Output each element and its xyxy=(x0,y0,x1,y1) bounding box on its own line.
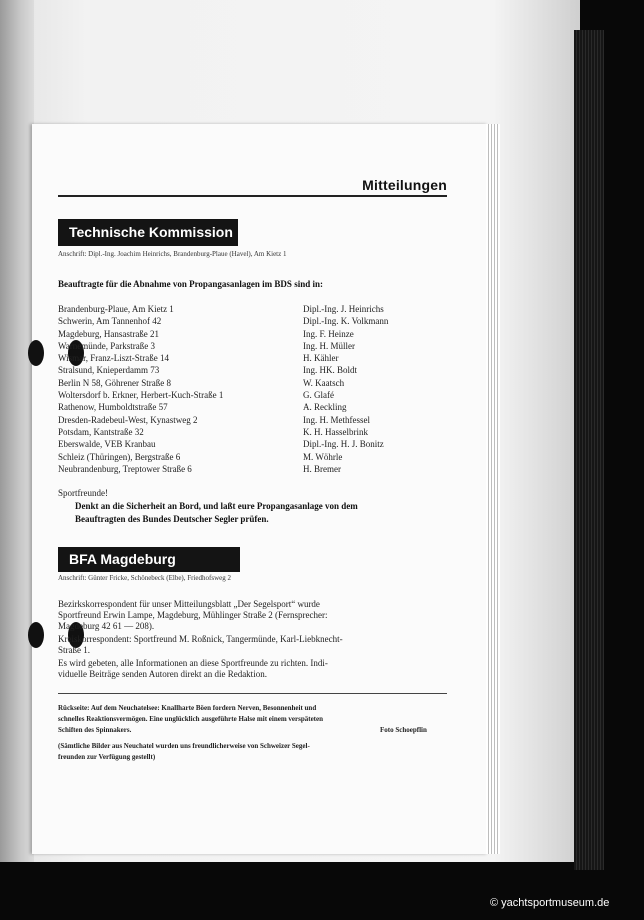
bfa-address: Anschrift: Günter Fricke, Schönebeck (Elbe), Friedhofsweg 2 xyxy=(58,574,232,582)
list-item: Potsdam, Kantstraße 32 xyxy=(58,426,144,437)
list-item: Ing. HK. Boldt xyxy=(303,365,357,376)
list-item: Rathenow, Humboldtstraße 57 xyxy=(58,402,168,413)
list-item: Warnemünde, Parkstraße 3 xyxy=(58,340,155,351)
bfa-paragraph-line: Straße 1. xyxy=(58,645,90,655)
watermark-credit: © yachtsportmuseum.de xyxy=(490,897,610,909)
photo-credit: Foto Schoepflin xyxy=(380,726,427,734)
list-item: Eberswalde, VEB Kranbau xyxy=(58,439,156,450)
back-cover-note: Schiften des Spinnakers. xyxy=(58,726,132,734)
bfa-paragraph-line: Kreiskorrespondent: Sportfreund M. Roßnick, Tangermünde, Karl-Liebknecht- xyxy=(58,634,343,644)
images-note: (Sämtliche Bilder aus Neuchatel wurden uns freundlicherweise von Schweizer Segel- xyxy=(58,742,310,750)
list-item: H. Kähler xyxy=(303,353,339,364)
list-item: Stralsund, Knieperdamm 73 xyxy=(58,365,160,376)
list-item: Wismar, Franz-Liszt-Straße 14 xyxy=(58,353,169,364)
list-item: A. Reckling xyxy=(303,402,347,413)
tk-address: Anschrift: Dipl.-Ing. Joachim Heinrichs, Brandenburg-Plaue (Havel), Am Kietz 1 xyxy=(58,250,287,258)
tk-places-column xyxy=(58,303,223,475)
section-heading-technische-kommission: Technische Kommission xyxy=(58,219,238,246)
bfa-paragraph-line: viduelle Beiträge senden Autoren direkt an die Redaktion. xyxy=(58,669,267,679)
section-heading-bfa-magdeburg: BFA Magdeburg xyxy=(58,547,240,572)
list-item: Ing. H. Methfessel xyxy=(303,414,370,425)
bfa-paragraph-line: Sportfreund Erwin Lampe, Magdeburg, Mühlinger Straße 2 (Fernsprecher: xyxy=(58,610,328,620)
back-cover-note: schnelles Reaktionsvermögen. Eine unglücklich ausgeführte Halse mit einem verspäteten xyxy=(58,715,324,723)
list-item: K. H. Hasselbrink xyxy=(303,426,368,437)
bfa-paragraph-line: Es wird gebeten, alle Informationen an diese Sportfreunde zu richten. Indi- xyxy=(58,658,328,668)
header-rule xyxy=(58,195,447,197)
bfa-paragraph-line: Magdeburg 42 61 — 208). xyxy=(58,621,155,631)
tk-appeal-line: Beauftragten des Bundes Deutscher Segler prüfen. xyxy=(75,514,269,524)
list-item: Brandenburg-Plaue, Am Kietz 1 xyxy=(58,304,174,314)
notes-divider xyxy=(58,693,447,694)
list-item: Ing. F. Heinze xyxy=(303,328,354,339)
bfa-paragraph-line: Bezirkskorrespondent für unser Mitteilungsblatt „Der Segelsport“ wurde xyxy=(58,599,320,609)
list-item: Neubrandenburg, Treptower Straße 6 xyxy=(58,463,192,474)
list-item: Dipl.-Ing. K. Volkmann xyxy=(303,316,389,327)
tk-persons-column xyxy=(303,303,388,475)
tk-list-intro: Beauftragte für die Abnahme von Propangasanlagen im BDS sind in: xyxy=(58,279,323,289)
list-item: Magdeburg, Hansastraße 21 xyxy=(58,328,160,339)
list-item: H. Bremer xyxy=(303,463,341,474)
images-note: freunden zur Verfügung gestellt) xyxy=(58,753,156,761)
list-item: Dipl.-Ing. H. J. Bonitz xyxy=(303,439,384,450)
list-item: Dresden-Radebeul-West, Kynastweg 2 xyxy=(58,414,198,425)
list-item: Dipl.-Ing. J. Heinrichs xyxy=(303,304,384,314)
list-item: W. Kaatsch xyxy=(303,377,345,388)
list-item: Schwerin, Am Tannenhof 42 xyxy=(58,316,162,327)
list-item: Berlin N 58, Göhrener Straße 8 xyxy=(58,377,171,388)
tk-appeal-line: Denkt an die Sicherheit an Bord, und laßt eure Propangasanlage von dem xyxy=(75,501,358,511)
list-item: G. Glafé xyxy=(303,390,334,401)
page-title: Mitteilungen xyxy=(362,177,447,193)
list-item: M. Wöhrle xyxy=(303,451,343,462)
list-item: Schleiz (Thüringen), Bergstraße 6 xyxy=(58,451,181,462)
list-item: Ing. H. Müller xyxy=(303,340,355,351)
list-item: Woltersdorf b. Erkner, Herbert-Kuch-Straße 1 xyxy=(58,390,224,401)
back-cover-note: Rückseite: Auf dem Neuchatelsee: Knallharte Böen fordern Nerven, Besonnenheit und xyxy=(58,704,317,712)
tk-salutation: Sportfreunde! xyxy=(58,488,108,498)
